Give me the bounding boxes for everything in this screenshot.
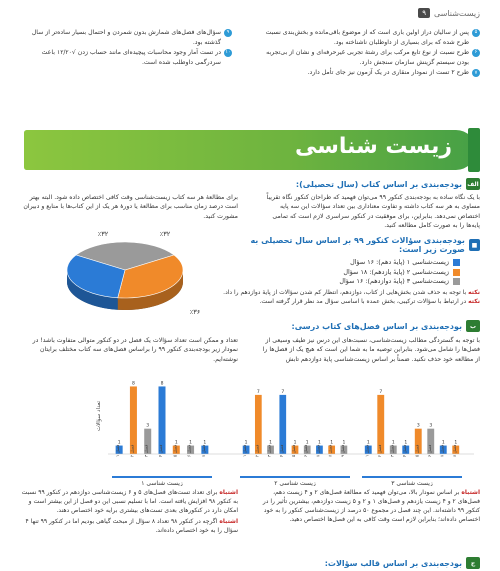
pie-slice-label: ٪۳۶ bbox=[189, 308, 201, 316]
note-label: نکته bbox=[468, 298, 480, 305]
section1-header bbox=[20, 178, 480, 190]
list-item bbox=[262, 68, 480, 78]
section1-body-right: با یک نگاه ساده به بودجه‌بندی کنکور ۹۹ می‌توان فهمید که طراحان کنکور نگاه تقریباً مساوی به هر سه کتاب داشته و تفاوت معناداری بین تعداد سؤالات این سه پایه اختصاص نمی‌دهد. بنابراین، برای موفقیت در کنکور سراسری لازم است که تمامی پایه‌ها را به صورت کامل مطالعه کنید. bbox=[266, 194, 480, 230]
bar-category-label: فصل ۲ bbox=[254, 444, 260, 457]
bar-category-label: فصل ۲ bbox=[376, 444, 382, 457]
banner-title: زیست شناسی bbox=[294, 134, 452, 159]
item-text-part: در تست آمار وجود محاسبات پیچیده‌ای مانند حساب زدن bbox=[77, 49, 221, 57]
bar-category-label: فصل ۴ bbox=[401, 444, 407, 457]
section1-notes bbox=[100, 288, 480, 306]
group-underline bbox=[362, 476, 462, 478]
pie-slice-label: ٪۳۲ bbox=[97, 230, 109, 238]
list-item-text: سؤال‌های فصل‌های شمارش بدون شمردن و احتمال بسیار ساده‌تر از سال گذشته بود. bbox=[31, 29, 221, 46]
list-item bbox=[20, 48, 232, 67]
note-item bbox=[100, 297, 480, 306]
bar-value-label: 1 bbox=[117, 440, 121, 446]
note-text: در ارتباط با سؤالات ترکیبی، بخش عمده با اساسی سؤال مد نظر قرار گرفته است. bbox=[259, 298, 467, 305]
section1-badge: الف bbox=[466, 178, 480, 190]
bar-category-label: فصل ۷ bbox=[200, 444, 206, 457]
bar-value-label: 1 bbox=[174, 440, 178, 446]
section3-heading bbox=[260, 557, 480, 569]
bar-value-label: 1 bbox=[342, 440, 346, 446]
bar-category-label: فصل ۳ bbox=[266, 444, 272, 457]
bar-value-label: 1 bbox=[330, 440, 334, 446]
bar bbox=[159, 386, 166, 454]
bar-category-label: فصل ۱ bbox=[364, 444, 370, 457]
group-label: زیست شناسی ۳ bbox=[391, 480, 433, 486]
bar-value-label: 1 bbox=[203, 440, 207, 446]
section1-sub-heading bbox=[240, 236, 480, 254]
bar-category-label: فصل ۷ bbox=[439, 444, 445, 457]
item-number-badge: ۶ bbox=[472, 49, 480, 57]
legend-label: زیست‌شناسی ۳ (پایهٔ دوازدهم): ۱۶ سؤال bbox=[339, 277, 449, 286]
top-left-column bbox=[20, 28, 232, 68]
bar-category-label: فصل ۸ bbox=[327, 444, 333, 457]
group-label: زیست شناسی ۲ bbox=[274, 480, 316, 486]
bar-value-label: 7 bbox=[281, 389, 285, 395]
tip-label: اشتباه bbox=[461, 489, 480, 496]
section1-sub bbox=[240, 236, 480, 287]
bar-value-label: 1 bbox=[391, 440, 395, 446]
section2-body-left: تعداد و ممکن است تعداد سؤالات یک فصل در دو کنکور متوالی متفاوت باشد! در نمودار زیر بودجه‌بندی کنکور ۹۹ را براساس فصل‌های سه کتاب مختلف برایتان نوشته‌ایم. bbox=[32, 337, 238, 363]
note-item bbox=[20, 488, 238, 515]
item-text-tail: باعث سردرگمی داوطلب شده است. bbox=[41, 49, 221, 66]
list-item-text: طرح نسبت از نوع تابع مرکب برای رشتهٔ تجربی غیرحرفه‌ای و نشان از بی‌تجربه بودن سیستم گزینش سازمان سنجش دارد. bbox=[266, 49, 469, 66]
legend-label: زیست‌شناسی ۱ (پایهٔ دهم): ۱۶ سؤال bbox=[350, 258, 449, 266]
y-axis-label: تعداد سؤالات bbox=[96, 400, 102, 432]
bar-category-label: فصل ۴ bbox=[278, 444, 284, 457]
section2-heading-text: بودجه‌بندی بر اساس فصل‌های کتاب درسی: bbox=[291, 321, 462, 331]
section3-heading-text: بودجه‌بندی بر اساس قالب سؤالات: bbox=[324, 558, 462, 568]
legend-swatch bbox=[453, 278, 460, 285]
note-item bbox=[20, 517, 238, 535]
bar-value-label: 1 bbox=[454, 440, 458, 446]
group-label: زیست شناسی ۱ bbox=[141, 480, 183, 486]
bar-category-label: فصل ۷ bbox=[315, 444, 321, 457]
list-item-text: طرح ۲ تست از نمودار منقاری در یک آزمون نیز جای تأمل دارد. bbox=[307, 69, 469, 77]
section2-heading bbox=[20, 320, 480, 332]
header-title: زیست‌شناسی bbox=[433, 8, 480, 18]
legend-item bbox=[240, 268, 460, 278]
section1-heading-text: بودجه‌بندی بر اساس کتاب (سال تحصیلی): bbox=[295, 179, 462, 189]
bar-value-label: 1 bbox=[404, 440, 408, 446]
bar-category-label: فصل ۶ bbox=[303, 444, 309, 457]
note-text: با توجه به حذف شدن بخش‌هایی از کتاب، دوازدهم، انتظار کم شدن سؤالات از پایهٔ دوازدهم را داد. bbox=[223, 289, 467, 296]
bar-category-label: فصل ۱ bbox=[242, 444, 248, 457]
bar-category-label: فصل ۵ bbox=[414, 444, 420, 457]
banner-side-bar bbox=[468, 128, 480, 172]
bar-value-label: 3 bbox=[146, 423, 150, 429]
group-underline bbox=[112, 476, 212, 478]
section1-body-left: برای مطالعهٔ هر سه کتاب زیست‌شناسی وقت کافی اختصاص داده شود. البته بهتر است درصد زمان مناسب برای مطالعهٔ یا دورهٔ هر یک از این کتاب‌ها با منابع و دبیران مشورت کنید. bbox=[23, 194, 238, 220]
list-item-text bbox=[20, 48, 221, 67]
section1-sub-badge-icon: ■ bbox=[469, 239, 480, 251]
legend-swatch bbox=[453, 259, 460, 266]
section2-badge: ب bbox=[466, 320, 480, 332]
bar-category-label: فصل ۶ bbox=[426, 444, 432, 457]
note-item bbox=[100, 288, 480, 297]
bar-category-label: فصل ۵ bbox=[291, 444, 296, 457]
bar-value-label: 1 bbox=[244, 440, 248, 446]
item-number-badge: ۷ bbox=[472, 69, 480, 77]
bar-category-label: فصل ۵ bbox=[172, 444, 178, 457]
top-right-column bbox=[262, 28, 480, 79]
section2-header bbox=[20, 320, 480, 332]
bar-value-label: 1 bbox=[305, 440, 309, 446]
note-label: اشتباه bbox=[219, 489, 238, 496]
list-item bbox=[20, 28, 232, 47]
note-label: نکته bbox=[468, 289, 480, 296]
bar bbox=[130, 386, 137, 454]
bar-chart-svg bbox=[90, 372, 480, 486]
bottom-left-notes bbox=[20, 488, 238, 535]
bar-category-label: فصل ۳ bbox=[389, 444, 395, 457]
header-title-wrap bbox=[418, 8, 480, 18]
bar-value-label: 1 bbox=[366, 440, 370, 446]
pie-slice-label: ٪۳۲ bbox=[159, 230, 171, 238]
bar-value-label: 8 bbox=[131, 381, 135, 387]
list-item-text: پس از سالیان دراز اولین باری است که از موضوع باقی‌مانده و بخش‌بندی نسبت طرح شده که برای بسیاری از داوطلبان ناشناخته بود. bbox=[265, 29, 469, 46]
bar-category-label: فصل ۴ bbox=[158, 444, 163, 457]
bar-value-label: 8 bbox=[160, 381, 164, 387]
legend-label: زیست‌شناسی ۲ (پایهٔ یازدهم): ۱۸ سؤال bbox=[343, 267, 449, 276]
section1-heading bbox=[20, 178, 480, 190]
item-number-badge: ۵ bbox=[472, 29, 480, 37]
bar-value-label: 3 bbox=[429, 423, 433, 429]
legend-item bbox=[240, 277, 460, 287]
legend-swatch bbox=[453, 269, 460, 276]
bar-value-label: 7 bbox=[379, 389, 383, 395]
bar-value-label: 7 bbox=[256, 389, 260, 395]
pie-chart-svg bbox=[30, 228, 220, 320]
note-text: اگرچه در کنکور ۹۸ تعداد ۸ سؤال از مبحث گیاهی بودیم اما در کنکور ۹۹ تنها ۴ سؤال را به خود اختصاص داده‌اند. bbox=[25, 518, 238, 534]
bar-chart bbox=[90, 372, 480, 486]
fraction-formula: √۱۲/۲۰ bbox=[56, 49, 76, 57]
bottom-right-tip bbox=[262, 488, 480, 524]
section1-sub-heading-text: بودجه‌بندی سؤالات کنکور ۹۹ بر اساس سال تحصیلی به صورت زیر است: bbox=[250, 236, 465, 254]
bar-category-label: فصل ۶ bbox=[186, 444, 192, 457]
note-label: اشتباه bbox=[219, 518, 238, 525]
page-number: ۹ bbox=[418, 8, 430, 18]
item-number-badge: ۱۰ bbox=[225, 49, 231, 56]
pie-legend bbox=[240, 258, 480, 287]
bar-category-label: فصل ۸ bbox=[451, 444, 457, 457]
item-number-badge: ۹ bbox=[224, 29, 232, 37]
bar-category-label: فصل ۱ bbox=[115, 444, 121, 457]
pie-chart bbox=[30, 228, 220, 320]
note-text: برای تعداد تست‌های فصل‌های ۵ و ۶ زیست‌شناسی دوازدهم در کنکور ۹۹ نسبت به کنکور ۹۸ افزایش یافته است. اما با تسلیم نسبی این دو فصل از این بیشتر است و امکان دارد در کنکورهای بعدی تست‌های بیشتری برایه خود اختصاص دهند. bbox=[21, 489, 238, 514]
bar-value-label: 1 bbox=[189, 440, 193, 446]
section3-badge: ج bbox=[466, 557, 480, 569]
bar-category-label: فصل ۹ bbox=[339, 444, 345, 457]
bar-value-label: 1 bbox=[441, 440, 445, 446]
bar-category-label: فصل ۲ bbox=[129, 444, 135, 457]
tip-text: بر اساس نمودار بالا، می‌توان فهمید که مطالعهٔ فصل‌های ۲ و ۴ زیست دهم، فصل‌های ۲ و ۴ زیست یازدهم و فصل‌های ۱ و ۲ و ۵ زیست دوازدهم، بیشترین تأثیر را در کنکور ۹۹ داشته‌اند. این چند فصل در مجموع ۵۰ درصد از زیست‌شناسی کنکور را به خود اختصاص داده‌اند؛ بنابراین لازم است وقت کافی به این فصل‌ها اختصاص دهید. bbox=[262, 489, 480, 523]
page-header bbox=[20, 8, 480, 24]
bar-value-label: 3 bbox=[416, 423, 420, 429]
legend-item bbox=[240, 258, 460, 268]
list-item bbox=[262, 28, 480, 47]
bar-value-label: 1 bbox=[318, 440, 321, 446]
bar-category-label: فصل ۳ bbox=[143, 444, 149, 457]
section-banner bbox=[24, 128, 476, 172]
group-underline bbox=[240, 476, 350, 478]
list-item bbox=[262, 48, 480, 67]
bar-value-label: 1 bbox=[269, 440, 272, 446]
bar-value-label: 1 bbox=[293, 440, 297, 446]
section3-header bbox=[260, 557, 480, 569]
section2-body-right: با توجه به گستردگی مطالب زیست‌شناسی، نسبت‌های این درس نیز طیف وسیعی از فصل‌ها را شامل می‌شود. بنابراین توصیه ما به شما این است که هیچ یک از فصل‌ها را از مطالعه خود حذف نکنید. ضمناً بر اساس زیست‌شناسی پایهٔ دوازدهم تابش bbox=[262, 337, 480, 363]
